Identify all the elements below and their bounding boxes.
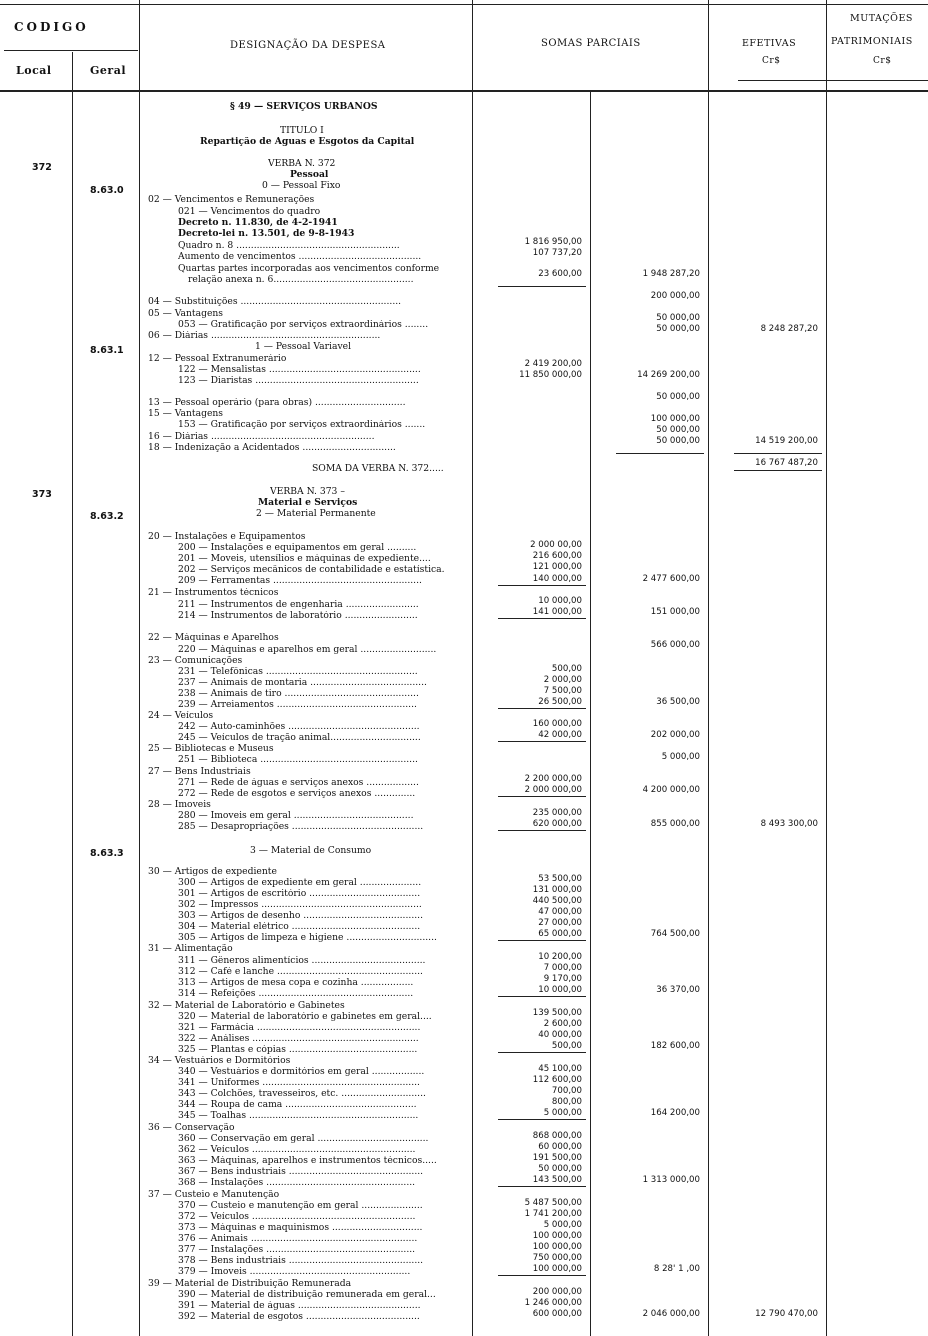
header-geral: Geral (90, 64, 126, 77)
expense-line: 391 — Material de águas .......................................... (178, 1301, 421, 1311)
expense-line: 12 — Pessoal Extranumerário (148, 354, 287, 364)
partial-sum-amount: 10 000,00 (538, 596, 582, 606)
partial-sum-amount: 100 000,00 (532, 1231, 582, 1241)
expense-line: 362 — Veículos ........................................................ (178, 1145, 416, 1155)
expense-code: 372 (32, 162, 52, 173)
sum-rule (616, 453, 704, 454)
expense-code: 8.63.3 (90, 848, 124, 859)
expense-line: 390 — Material de distribuição remunerada em geral... (178, 1290, 436, 1300)
partial-sum-amount: 36 370,00 (656, 985, 700, 995)
partial-sum-amount: 107 737,20 (532, 248, 582, 258)
expense-line: 251 — Biblioteca ...................................................... (178, 755, 418, 765)
sum-rule (498, 708, 586, 709)
expense-code: 373 (32, 489, 52, 500)
partial-sum-amount: 500,00 (551, 664, 582, 674)
partial-sum-amount: 5 000,00 (543, 1220, 582, 1230)
expense-line: 25 — Bibliotecas e Museus (148, 744, 274, 754)
expense-line: 021 — Vencimentos do quadro (178, 207, 321, 217)
partial-sum-amount: 65 000,00 (538, 929, 582, 939)
expense-line: 237 — Animais de montaria ........................................ (178, 678, 427, 688)
partial-sum-amount: 141 000,00 (532, 607, 582, 617)
expense-line: 376 — Animais ......................................................... (178, 1234, 418, 1244)
expense-line: 0 — Pessoal Fixo (262, 181, 341, 191)
partial-sum-amount: 566 000,00 (650, 640, 700, 650)
partial-sum-amount: 45 100,00 (538, 1064, 582, 1074)
column-rule-efetivas (826, 0, 827, 1336)
expense-line: 341 — Uniformes ...................................................... (178, 1078, 420, 1088)
partial-sum-amount: 23 600,00 (538, 269, 582, 279)
expense-line: 312 — Café e lanche .................................................. (178, 967, 423, 977)
expense-line: 392 — Material de esgotos ....................................... (178, 1312, 420, 1322)
column-rule-somas-mid (590, 92, 591, 1336)
expense-line: 34 — Vestuários e Dormitórios (148, 1056, 291, 1066)
partial-sum-amount: 50 000,00 (656, 324, 700, 334)
header-efetivas-currency: Cr$ (762, 56, 781, 66)
header-local: Local (16, 64, 52, 77)
header-mutacoes-currency: Cr$ (873, 56, 892, 66)
partial-sum-amount: 2 000 000,00 (524, 785, 582, 795)
sum-rule (498, 618, 586, 619)
expense-line: 200 — Instalações e equipamentos em geral .......... (178, 543, 417, 553)
partial-sum-amount: 2 046 000,00 (642, 1309, 700, 1319)
partial-sum-amount: 151 000,00 (650, 607, 700, 617)
expense-line: relação anexa n. 6................................................ (188, 275, 414, 285)
expense-line: 271 — Rede de águas e serviços anexos .................. (178, 778, 419, 788)
partial-sum-amount: 131 000,00 (532, 885, 582, 895)
partial-sum-amount: 500,00 (551, 1041, 582, 1051)
sum-rule (498, 1186, 586, 1187)
expense-line: 300 — Artigos de expediente em geral ..................... (178, 878, 422, 888)
expense-line: 23 — Comunicações (148, 656, 243, 666)
partial-sum-amount: 164 200,00 (650, 1108, 700, 1118)
partial-sum-amount: 100 000,00 (532, 1242, 582, 1252)
expense-code: 8.63.0 (90, 185, 124, 196)
expense-line: 18 — Indenização a Acidentados ................................ (148, 443, 396, 453)
sum-rule (498, 286, 586, 287)
expense-line: Repartição de Águas e Esgotos da Capital (200, 137, 415, 147)
expense-line: 220 — Máquinas e aparelhos em geral .......................... (178, 645, 437, 655)
expense-line: 373 — Máquinas e maquinismos ............................... (178, 1223, 423, 1233)
partial-sum-amount: 8 28' 1 ,00 (653, 1264, 700, 1274)
expense-line: 245 — Veículos de tração animal............................... (178, 733, 421, 743)
partial-sum-amount: 7 000,00 (543, 963, 582, 973)
column-rule-designacao (472, 0, 473, 1336)
partial-sum-amount: 200 000,00 (532, 1287, 582, 1297)
partial-sum-amount: 2 419 200,00 (524, 359, 582, 369)
partial-sum-amount: 2 000 00,00 (530, 540, 582, 550)
sum-rule (498, 1052, 586, 1053)
expense-line: 32 — Material de Laboratório e Gabinetes (148, 1001, 345, 1011)
expense-line: 363 — Máquinas, aparelhos e instrumentos técnicos..... (178, 1156, 437, 1166)
partial-sum-amount: 139 500,00 (532, 1008, 582, 1018)
expense-line: 322 — Análises ......................................................... (178, 1034, 419, 1044)
expense-line: 272 — Rede de esgotos e serviços anexos .............. (178, 789, 416, 799)
partial-sum-amount: 47 000,00 (538, 907, 582, 917)
header-efetivas: EFETIVAS (742, 38, 797, 49)
expense-line: 39 — Material de Distribuição Remunerada (148, 1279, 352, 1289)
expense-line: 13 — Pessoal operário (para obras) ............................... (148, 398, 406, 408)
expense-line: 321 — Farmácia ........................................................ (178, 1023, 421, 1033)
sum-rule (498, 741, 586, 742)
partial-sum-amount: 50 000,00 (538, 1164, 582, 1174)
expense-line: 053 — Gratificação por serviços extraordinários ........ (178, 320, 429, 330)
sum-rule (498, 1119, 586, 1120)
partial-sum-amount: 10 200,00 (538, 952, 582, 962)
column-rule-geral (139, 0, 140, 1336)
partial-sum-amount: 50 000,00 (656, 313, 700, 323)
expense-line: 22 — Máquinas e Aparelhos (148, 633, 279, 643)
partial-sum-amount: 202 000,00 (650, 730, 700, 740)
header-divider-efetivas (738, 80, 928, 81)
partial-sum-amount: 200 000,00 (650, 291, 700, 301)
expense-line: 37 — Custeio e Manutenção (148, 1190, 280, 1200)
partial-sum-amount: 2 600,00 (543, 1019, 582, 1029)
expense-line: 305 — Artigos de limpeza e higiene ............................... (178, 933, 437, 943)
expense-line: 24 — Veículos (148, 711, 214, 721)
expense-line: 06 — Diárias .......................................................... (148, 331, 381, 341)
partial-sum-amount: 1 313 000,00 (642, 1175, 700, 1185)
expense-line: 280 — Imoveis em geral ......................................... (178, 811, 414, 821)
sum-rule (498, 996, 586, 997)
expense-line: 238 — Animais de tiro .............................................. (178, 689, 419, 699)
expense-line: 231 — Telefônicas .................................................... (178, 667, 418, 677)
expense-line: 27 — Bens Industriais (148, 767, 251, 777)
expense-line: 285 — Desapropriações ............................................. (178, 822, 424, 832)
expense-line: Decreto-lei n. 13.501, de 9-8-1943 (178, 229, 355, 239)
expense-line: 214 — Instrumentos de laboratório ......................... (178, 611, 418, 621)
partial-sum-amount: 5 487 500,00 (524, 1198, 582, 1208)
partial-sum-amount: 26 500,00 (538, 697, 582, 707)
sum-rule (734, 470, 822, 471)
header-designacao: DESIGNAÇÃO DA DESPESA (230, 40, 386, 51)
partial-sum-amount: 100 000,00 (532, 1264, 582, 1274)
partial-sum-amount: 11 850 000,00 (519, 370, 582, 380)
partial-sum-amount: 60 000,00 (538, 1142, 582, 1152)
sum-rule (498, 940, 586, 941)
header-mutacoes: MUTAÇÕES (850, 13, 913, 24)
partial-sum-amount: 1 948 287,20 (642, 269, 700, 279)
header-divider-codigo (4, 50, 138, 51)
expense-line: 05 — Vantagens (148, 309, 224, 319)
expense-line: 379 — Imoveis ....................................................... (178, 1267, 411, 1277)
partial-sum-amount: 121 000,00 (532, 562, 582, 572)
sum-rule (498, 796, 586, 797)
partial-sum-amount: 140 000,00 (532, 574, 582, 584)
expense-line: 211 — Instrumentos de engenharia ......................... (178, 600, 419, 610)
expense-line: 378 — Bens industriais .............................................. (178, 1256, 424, 1266)
partial-sum-amount: 42 000,00 (538, 730, 582, 740)
expense-line: 28 — Imoveis (148, 800, 211, 810)
expense-line: TITULO I (280, 126, 324, 136)
expense-line: 02 — Vencimentos e Remunerações (148, 195, 315, 205)
partial-sum-amount: 36 500,00 (656, 697, 700, 707)
partial-sum-amount: 600 000,00 (532, 1309, 582, 1319)
partial-sum-amount: 5 000,00 (543, 1108, 582, 1118)
expense-line: 15 — Vantagens (148, 409, 224, 419)
partial-sum-amount: 191 500,00 (532, 1153, 582, 1163)
expense-line: 123 — Diaristas ........................................................ (178, 376, 419, 386)
expense-line: 325 — Plantas e cópias ............................................ (178, 1045, 418, 1055)
partial-sum-amount: 53 500,00 (538, 874, 582, 884)
expense-line: 304 — Material elétrico ............................................ (178, 922, 421, 932)
partial-sum-amount: 1 741 200,00 (524, 1209, 582, 1219)
partial-sum-amount: 10 000,00 (538, 985, 582, 995)
partial-sum-amount: 855 000,00 (650, 819, 700, 829)
expense-line: Quartas partes incorporadas aos vencimentos conforme (178, 264, 440, 274)
partial-sum-amount: 50 000,00 (656, 392, 700, 402)
partial-sum-amount: 2 000,00 (543, 675, 582, 685)
expense-line: VERBA N. 373 – (270, 487, 345, 497)
sum-rule (498, 1275, 586, 1276)
partial-sum-amount: 160 000,00 (532, 719, 582, 729)
expense-line: VERBA N. 372 (268, 159, 336, 169)
expense-line: 345 — Toalhas .......................................................... (178, 1111, 419, 1121)
expense-line: 302 — Impressos ....................................................... (178, 900, 422, 910)
expense-line: 202 — Serviços mecânicos de contabilidade e estatística. (178, 565, 445, 575)
header-codigo: CODIGO (14, 20, 89, 34)
expense-line: Aumento de vencimentos .......................................... (178, 252, 422, 262)
efetivas-amount: 8 248 287,20 (760, 324, 818, 334)
expense-line: § 49 — SERVIÇOS URBANOS (230, 102, 378, 112)
partial-sum-amount: 50 000,00 (656, 425, 700, 435)
efetivas-amount: 14 519 200,00 (755, 436, 818, 446)
expense-code: 8.63.2 (90, 511, 124, 522)
partial-sum-amount: 40 000,00 (538, 1030, 582, 1040)
partial-sum-amount: 868 000,00 (532, 1131, 582, 1141)
partial-sum-amount: 2 477 600,00 (642, 574, 700, 584)
partial-sum-amount: 1 246 000,00 (524, 1298, 582, 1308)
header-patrimoniais: PATRIMONIAIS (831, 36, 913, 47)
partial-sum-amount: 14 269 200,00 (637, 370, 700, 380)
expense-line: 367 — Bens industriais .............................................. (178, 1167, 424, 1177)
partial-sum-amount: 9 170,00 (543, 974, 582, 984)
partial-sum-amount: 750 000,00 (532, 1253, 582, 1263)
partial-sum-amount: 440 500,00 (532, 896, 582, 906)
partial-sum-amount: 7 500,00 (543, 686, 582, 696)
expense-line: 313 — Artigos de mesa copa e cozinha .................. (178, 978, 414, 988)
partial-sum-amount: 5 000,00 (661, 752, 700, 762)
expense-line: 344 — Roupa de cama ............................................. (178, 1100, 417, 1110)
partial-sum-amount: 800,00 (551, 1097, 582, 1107)
partial-sum-amount: 27 000,00 (538, 918, 582, 928)
expense-line: 21 — Instrumentos técnicos (148, 588, 279, 598)
column-rule-local (72, 52, 73, 1336)
expense-line: 31 — Alimentação (148, 944, 233, 954)
expense-line: 340 — Vestuários e dormitórios em geral .................. (178, 1067, 425, 1077)
header-somas-parciais: SOMAS PARCIAIS (541, 38, 641, 49)
expense-line: 04 — Substituições ....................................................... (148, 297, 402, 307)
partial-sum-amount: 50 000,00 (656, 436, 700, 446)
expense-line: 122 — Mensalistas .................................................... (178, 365, 421, 375)
sum-rule (498, 830, 586, 831)
expense-line: 1 — Pessoal Variavel (255, 342, 352, 352)
expense-line: 20 — Instalações e Equipamentos (148, 532, 306, 542)
expense-line: 242 — Auto-caminhões ............................................. (178, 722, 420, 732)
column-rule-somas (708, 0, 709, 1336)
sum-rule (734, 453, 822, 454)
expense-line: Quadro n. 8 ........................................................ (178, 241, 400, 251)
expense-code: 8.63.1 (90, 345, 124, 356)
expense-line: 372 — Veículos ........................................................ (178, 1212, 416, 1222)
partial-sum-amount: 143 500,00 (532, 1175, 582, 1185)
partial-sum-amount: 112 600,00 (532, 1075, 582, 1085)
expense-line: Decreto n. 11.830, de 4-2-1941 (178, 218, 338, 228)
partial-sum-amount: 216 600,00 (532, 551, 582, 561)
expense-line: 360 — Conservação em geral ...................................... (178, 1134, 429, 1144)
partial-sum-amount: 182 600,00 (650, 1041, 700, 1051)
expense-line: 16 — Diárias ........................................................ (148, 432, 375, 442)
expense-line: 377 — Instalações ................................................... (178, 1245, 416, 1255)
expense-line: 209 — Ferramentas ................................................... (178, 576, 422, 586)
partial-sum-amount: 700,00 (551, 1086, 582, 1096)
expense-line: Material e Serviços (258, 498, 358, 508)
expense-line: 343 — Colchões, travesseiros, etc. ............................. (178, 1089, 426, 1099)
partial-sum-amount: 1 816 950,00 (524, 237, 582, 247)
expense-line: 303 — Artigos de desenho ......................................... (178, 911, 424, 921)
partial-sum-amount: 100 000,00 (650, 414, 700, 424)
expense-line: Pessoal (290, 170, 329, 180)
efetivas-amount: 12 790 470,00 (755, 1309, 818, 1319)
sum-rule (498, 585, 586, 586)
expense-line: 368 — Instalações ................................................... (178, 1178, 416, 1188)
expense-line: 311 — Gêneros alimentícios ....................................... (178, 956, 426, 966)
partial-sum-amount: 4 200 000,00 (642, 785, 700, 795)
efetivas-amount: 8 493 300,00 (760, 819, 818, 829)
expense-line: 30 — Artigos de expediente (148, 867, 277, 877)
partial-sum-amount: 764 500,00 (650, 929, 700, 939)
efetivas-amount: 16 767 487,20 (755, 458, 818, 468)
expense-line: 3 — Material de Consumo (250, 846, 372, 856)
partial-sum-amount: 2 200 000,00 (524, 774, 582, 784)
expense-line: SOMA DA VERBA N. 372..... (312, 464, 444, 474)
expense-line: 2 — Material Permanente (256, 509, 376, 519)
expense-line: 36 — Conservação (148, 1123, 235, 1133)
expense-line: 201 — Moveis, utensílios e máquinas de expediente.... (178, 554, 431, 564)
expense-line: 301 — Artigos de escritório ...................................... (178, 889, 421, 899)
expense-line: 370 — Custeio e manutenção em geral ..................... (178, 1201, 423, 1211)
expense-line: 314 — Refeições ..................................................... (178, 989, 414, 999)
expense-line: 239 — Arreiamentos ................................................ (178, 700, 417, 710)
partial-sum-amount: 235 000,00 (532, 808, 582, 818)
expense-line: 153 — Gratificação por serviços extraordinários ....... (178, 420, 426, 430)
expense-line: 320 — Material de laboratório e gabinetes em geral.... (178, 1012, 432, 1022)
partial-sum-amount: 620 000,00 (532, 819, 582, 829)
